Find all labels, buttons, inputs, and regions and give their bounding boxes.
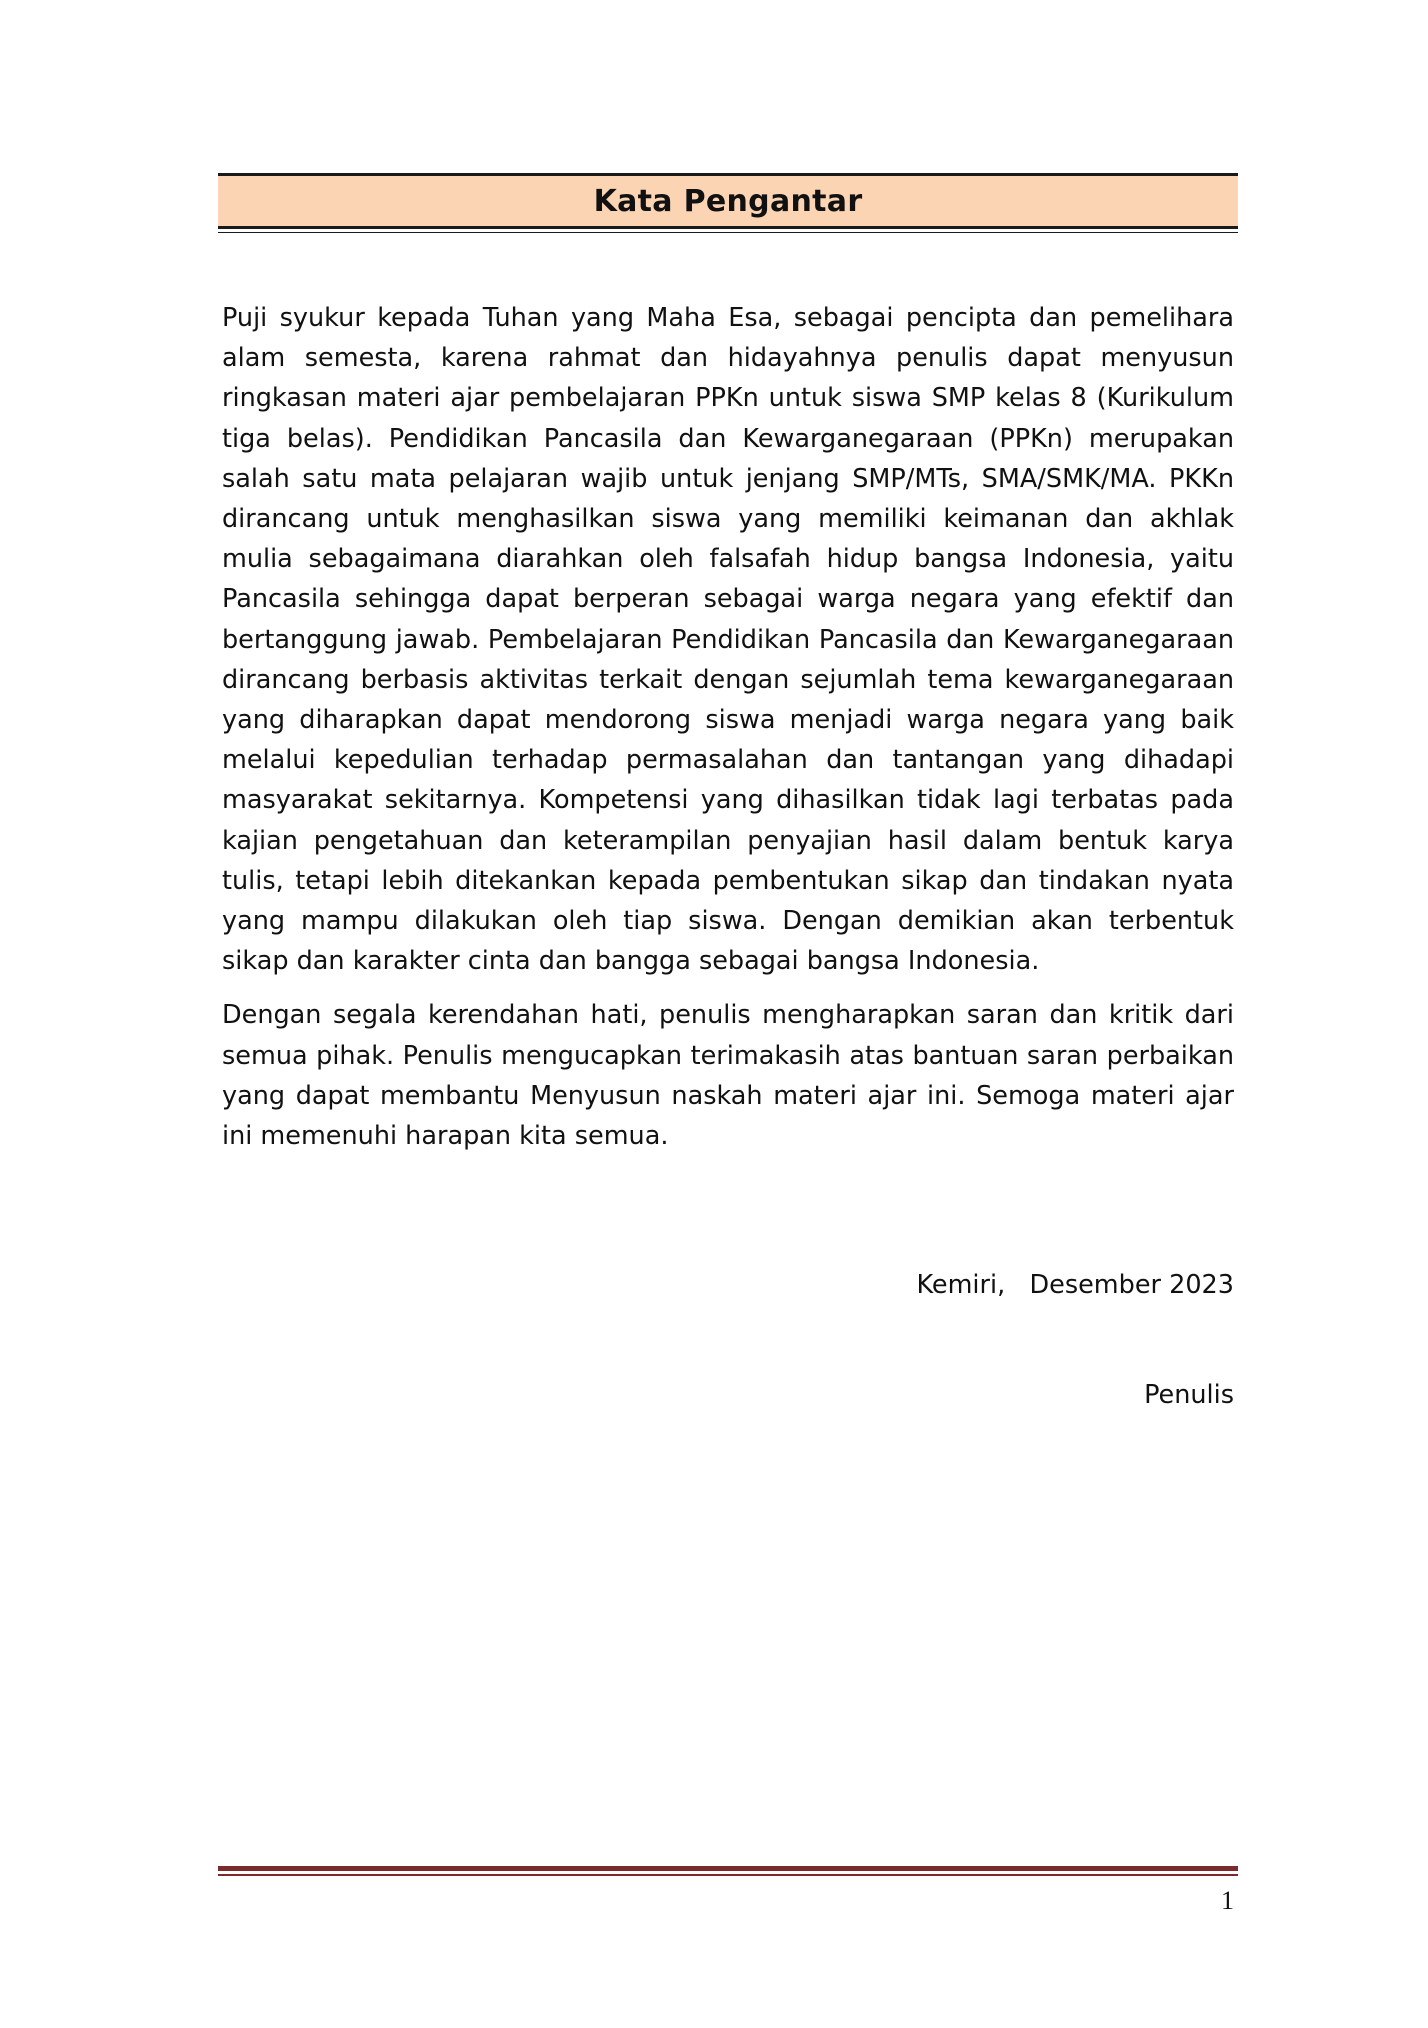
- footer-rule-thin: [218, 1874, 1238, 1876]
- title-band: [218, 173, 1238, 229]
- footer-rule: [218, 1866, 1238, 1871]
- paragraph-closing: Dengan segala kerendahan hati, penulis mengharapkan saran dan kritik dari semua pihak. Penulis mengucapkan terimakasih atas bantuan saran perbaikan yang dapat membantu Menyusun naskah materi ajar ini. Semoga materi ajar ini memenuhi harapan kita semua.: [222, 1000, 1234, 1152]
- page-number: 1: [1221, 1886, 1234, 1915]
- paragraph-intro: Puji syukur kepada Tuhan yang Maha Esa, sebagai pencipta dan pemelihara alam semesta, karena rahmat dan hidayahnya penulis dapat menyusun ringkasan materi ajar pembelajaran PPKn untuk siswa SMP kelas 8 (Kurikulum tiga belas). Pendidikan Pancasila dan Kewarganegaraan (PPKn) merupakan salah satu mata pelajaran wajib untuk jenjang SMP/MTs, SMA/SMK/MA. PKKn dirancang untuk menghasilkan siswa yang memiliki keimanan dan akhlak mulia sebagaimana diarahkan oleh falsafah hidup bangsa Indonesia, yaitu Pancasila sehingga dapat berperan sebagai warga negara yang efektif dan bertanggung jawab. Pembelajaran Pendidikan Pancasila dan Kewarganegaraan dirancang berbasis aktivitas terkait dengan sejumlah tema kewarganegaraan yang diharapkan dapat mendorong siswa menjadi warga negara yang baik melalui kepedulian terhadap permasalahan dan tantangan yang dihadapi masyarakat sekitarnya. Kompetensi yang dihasilkan tidak lagi terbatas pada kajian pengetahuan dan keterampilan penyajian hasil dalam bentuk karya tulis, tetapi lebih ditekankan kepada pembentukan sikap dan tindakan nyata yang mampu dilakukan oleh tiap siswa. Dengan demikian akan terbentuk sikap dan karakter cinta dan bangga sebagai bangsa Indonesia.: [222, 303, 1234, 977]
- body-text: [222, 298, 1234, 1170]
- title-underline: [218, 232, 1238, 233]
- page-title: Kata Pengantar: [593, 183, 863, 219]
- author-signature: Penulis: [1144, 1380, 1234, 1410]
- place-date: Kemiri, Desember 2023: [916, 1270, 1234, 1300]
